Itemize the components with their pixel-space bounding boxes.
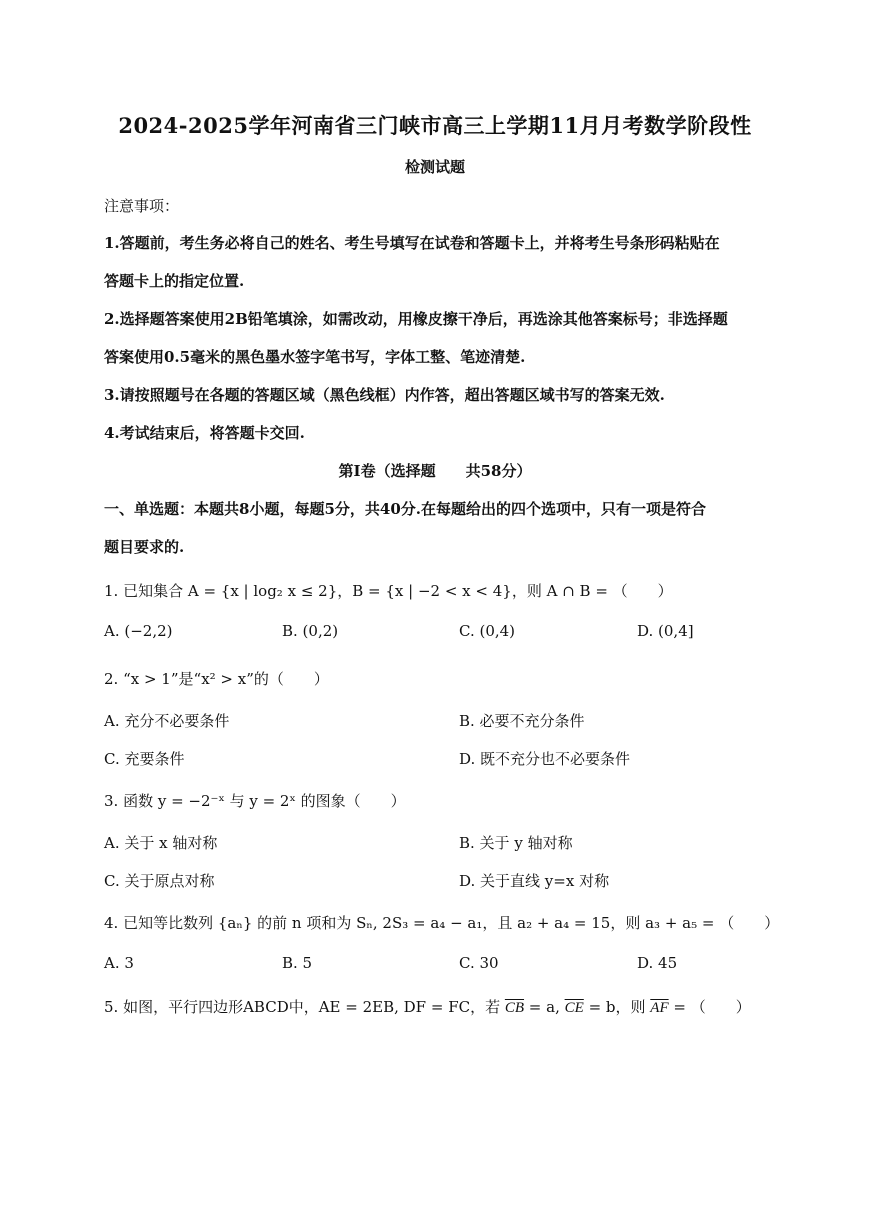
question-4-stem: 4. 已知等比数列 {aₙ} 的前 n 项和为 Sₙ, 2S₃ = a₄ − a₁，且 a₂ + a₄ = 15，则 a₃ + a₅ = （ ）: [104, 914, 780, 932]
question-4-option-c: C. 30: [459, 954, 499, 972]
notice-line: 答案使用0.5毫米的黑色墨水签字笔书写，字体工整、笔迹清楚.: [104, 348, 526, 366]
question-2-option-d: D. 既不充分也不必要条件: [459, 750, 631, 768]
question-4-option-b: B. 5: [282, 954, 313, 972]
vector-cb: $\overline{CB}$: [504, 1000, 525, 1016]
question-3-option-a: A. 关于 x 轴对称: [104, 834, 218, 852]
notice-line: 4.考试结束后，将答题卡交回.: [104, 424, 305, 442]
document-subtitle: 检测试题: [404, 158, 465, 176]
notice-line: 1.答题前，考生务必将自己的姓名、考生号填写在试卷和答题卡上，并将考生号条形码粘贴在: [104, 234, 720, 252]
section-instruction: 一、单选题：本题共8小题，每题5分，共40分.在每题给出的四个选项中，只有一项是符合: [104, 500, 706, 518]
question-5-eq-a: = a,: [524, 998, 565, 1016]
question-5-stem-suffix: = （ ）: [668, 998, 751, 1016]
question-3-option-c: C. 关于原点对称: [104, 872, 215, 890]
document-title: 2024-2025学年河南省三门峡市高三上学期11月月考数学阶段性: [118, 113, 752, 138]
question-3-option-d: D. 关于直线 y=x 对称: [459, 872, 610, 890]
question-1-stem: 1. 已知集合 A = {x | log₂ x ≤ 2}，B = {x | −2 < x < 4}，则 A ∩ B = （ ）: [104, 582, 673, 600]
notice-line: 3.请按照题号在各题的答题区域（黑色线框）内作答，超出答题区域书写的答案无效.: [104, 386, 665, 404]
question-1-option-c: C. (0,4): [459, 622, 516, 640]
question-1-option-d: D. (0,4]: [637, 622, 694, 640]
notice-heading: 注意事项：: [104, 197, 180, 215]
section-instruction: 题目要求的.: [104, 538, 185, 556]
question-5-stem-prefix: 5. 如图，平行四边形ABCD中，AE = 2EB, DF = FC，若: [104, 998, 505, 1016]
section-title: 第Ⅰ卷（选择题 共58分）: [338, 462, 532, 480]
question-5-eq-b: = b，则: [583, 998, 651, 1016]
question-1-option-b: B. (0,2): [282, 622, 339, 640]
question-4-option-d: D. 45: [637, 954, 678, 972]
vector-ce: $\overline{CE}$: [564, 1000, 584, 1016]
vector-af: $\overline{AF}$: [650, 1000, 669, 1016]
question-2-stem: 2. “x > 1”是“x² > x”的（ ）: [104, 670, 329, 688]
question-2-option-c: C. 充要条件: [104, 750, 185, 768]
question-2-option-a: A. 充分不必要条件: [104, 712, 230, 730]
question-3-option-b: B. 关于 y 轴对称: [459, 834, 573, 852]
notice-line: 答题卡上的指定位置.: [104, 272, 245, 290]
question-5-stem: [104, 996, 751, 1017]
question-3-stem: 3. 函数 y = −2⁻ˣ 与 y = 2ˣ 的图象（ ）: [104, 792, 406, 810]
question-2-option-b: B. 必要不充分条件: [459, 712, 585, 730]
question-4-option-a: A. 3: [104, 954, 134, 972]
notice-line: 2.选择题答案使用2B铅笔填涂，如需改动，用橡皮擦干净后，再选涂其他答案标号；非选择题: [104, 310, 728, 328]
question-1-option-a: A. (−2,2): [104, 622, 173, 640]
